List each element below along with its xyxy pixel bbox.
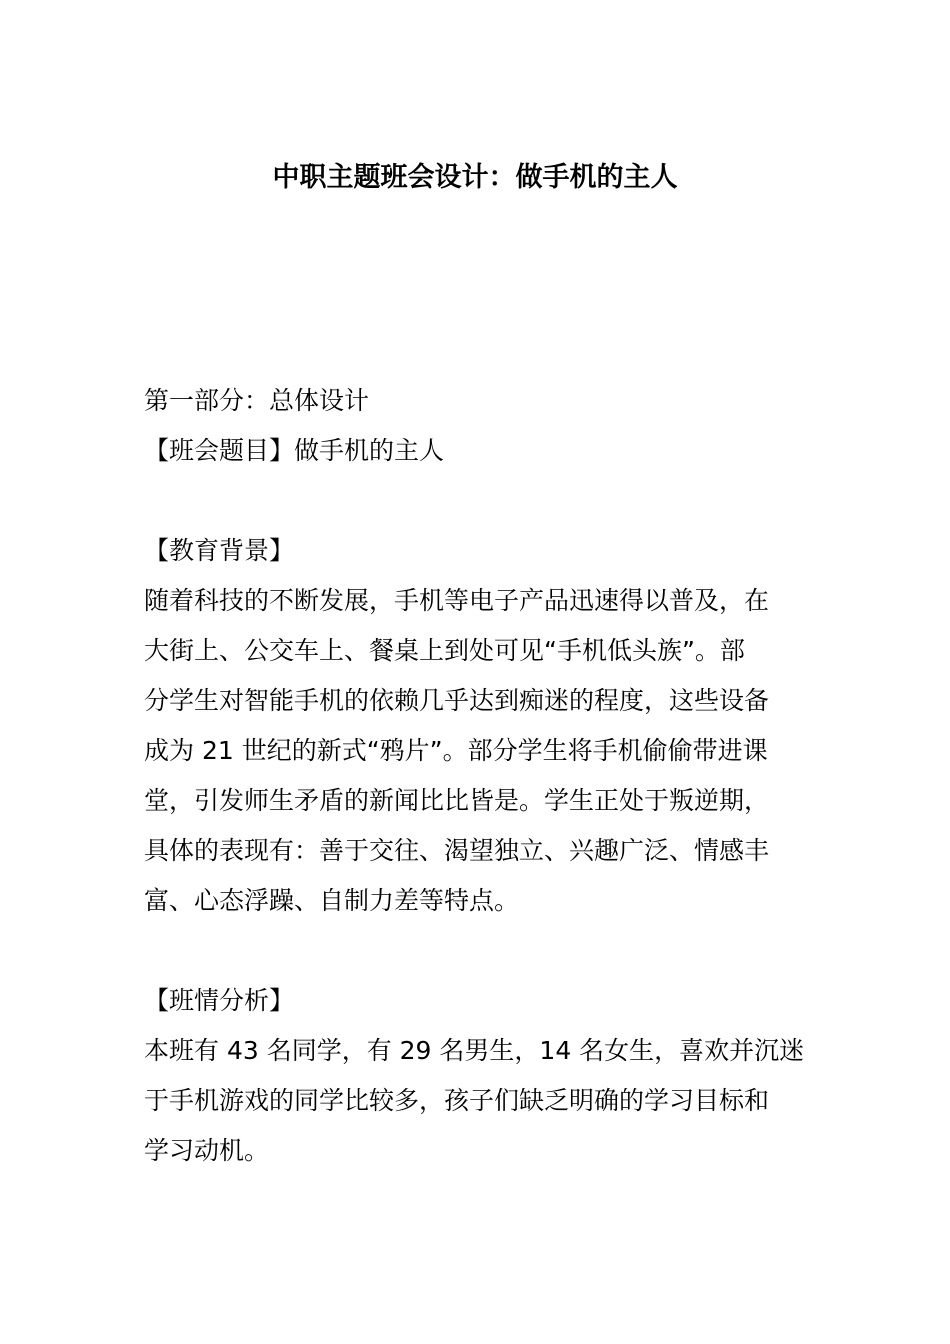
class-analysis-line: 学习动机。 (144, 1136, 270, 1165)
background-line: 堂，引发师生矛盾的新闻比比皆是。学生正处于叛逆期， (144, 786, 770, 815)
background-line: 随着科技的不断发展，手机等电子产品迅速得以普及，在 (144, 586, 770, 615)
background-line: 分学生对智能手机的依赖几乎达到痴迷的程度，这些设备 (144, 686, 770, 715)
background-line: 大街上、公交车上、餐桌上到处可见“手机低头族”。部 (144, 636, 745, 665)
class-analysis-line: 于手机游戏的同学比较多，孩子们缺乏明确的学习目标和 (144, 1086, 770, 1115)
blank-line (144, 926, 808, 976)
part-heading: 第一部分：总体设计 (144, 386, 370, 415)
background-line: 成为 21 世纪的新式“鸦片”。部分学生将手机偷偷带进课 (144, 736, 768, 765)
class-analysis-heading: 【班情分析】 (144, 986, 295, 1015)
class-analysis-line: 本班有 43 名同学，有 29 名男生，14 名女生，喜欢并沉迷 (144, 1036, 805, 1065)
blank-line (144, 476, 808, 526)
document-body (144, 376, 808, 1176)
background-heading: 【教育背景】 (144, 536, 295, 565)
background-line: 富、心态浮躁、自制力差等特点。 (144, 886, 520, 915)
background-line: 具体的表现有：善于交往、渴望独立、兴趣广泛、情感丰 (144, 836, 770, 865)
document-title: 中职主题班会设计：做手机的主人 (272, 162, 678, 193)
topic-line: 【班会题目】做手机的主人 (144, 436, 445, 465)
